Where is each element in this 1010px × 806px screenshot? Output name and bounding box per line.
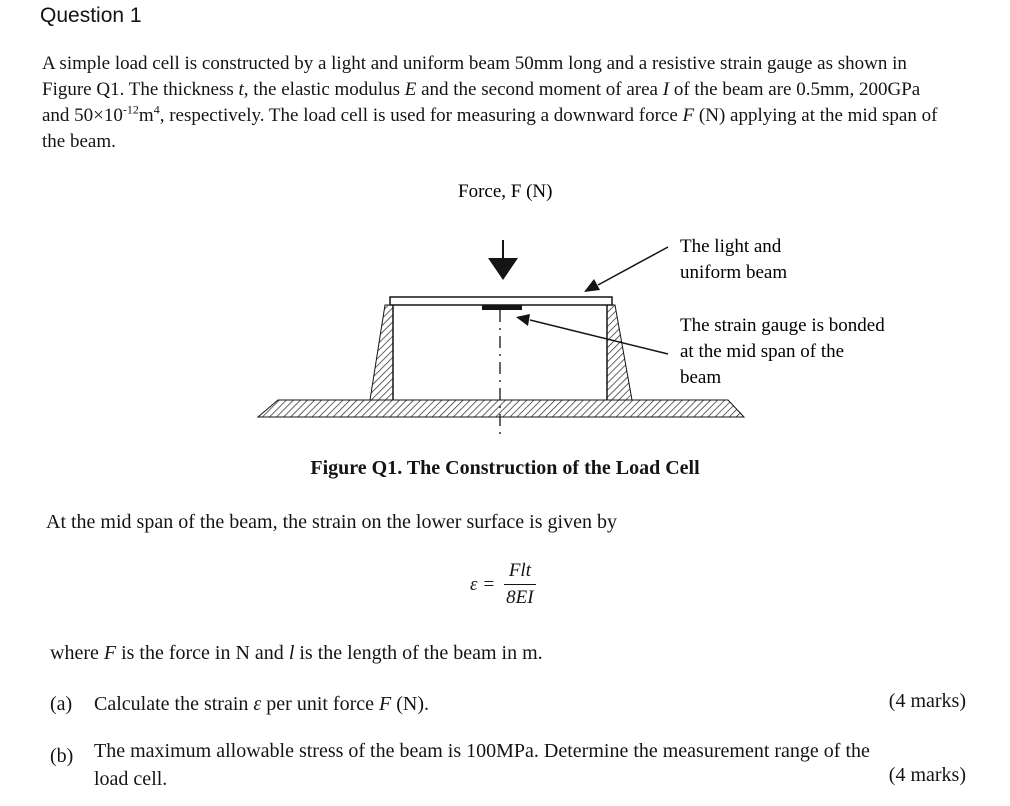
part-b-line1: The maximum allowable stress of the beam is 100MPa. Determine the measurement range of the [94, 740, 870, 762]
beam-leader-line [598, 247, 668, 285]
question-heading: Question 1 [40, 4, 142, 27]
figure-caption: Figure Q1. The Construction of the Load Cell [310, 457, 700, 479]
beam [390, 297, 612, 305]
formula-lhs: ε = [470, 573, 496, 595]
force-label: Force, F (N) [458, 181, 553, 202]
formula-fraction [504, 560, 536, 609]
formula-denominator: 8EI [506, 587, 534, 608]
gauge-label-line2: at the mid span of the [680, 341, 845, 362]
strain-gauge [482, 305, 522, 310]
ground-base [258, 400, 744, 417]
part-b-label: (b) [50, 745, 74, 767]
strain-formula [470, 560, 536, 609]
part-b-marks: (4 marks) [888, 764, 966, 786]
strain-intro: At the mid span of the beam, the strain on the lower surface is given by [46, 511, 617, 533]
part-a-marks: (4 marks) [888, 690, 966, 712]
beam-label-line2: uniform beam [680, 262, 788, 283]
part-a-label: (a) [50, 693, 73, 715]
part-b-line2: load cell. [94, 768, 168, 790]
left-support [370, 305, 393, 400]
where-clause: where F is the force in N and l is the length of the beam in m. [50, 642, 543, 664]
gauge-label-line3: beam [680, 367, 722, 388]
right-support [607, 305, 632, 400]
gauge-label-line1: The strain gauge is bonded [680, 315, 885, 336]
beam-label-line1: The light and [680, 236, 782, 257]
formula-numerator: Flt [504, 560, 536, 585]
intro-paragraph: A simple load cell is constructed by a light and uniform beam 50mm long and a resistive strain gauge as shown in Figure Q1. The thickness t, the elastic modulus E and the second moment of area I of the beam are 0.5mm, 200GPa and $50\times 10^{-12}m^4$, respectively. The load cell is used for measuring a downward force F (N) applying at the mid span of the beam. [42, 53, 938, 152]
force-arrow-head [488, 258, 518, 280]
part-a-text: Calculate the strain ε per unit force F (N). [94, 693, 429, 715]
gauge-leader-line [530, 320, 668, 354]
